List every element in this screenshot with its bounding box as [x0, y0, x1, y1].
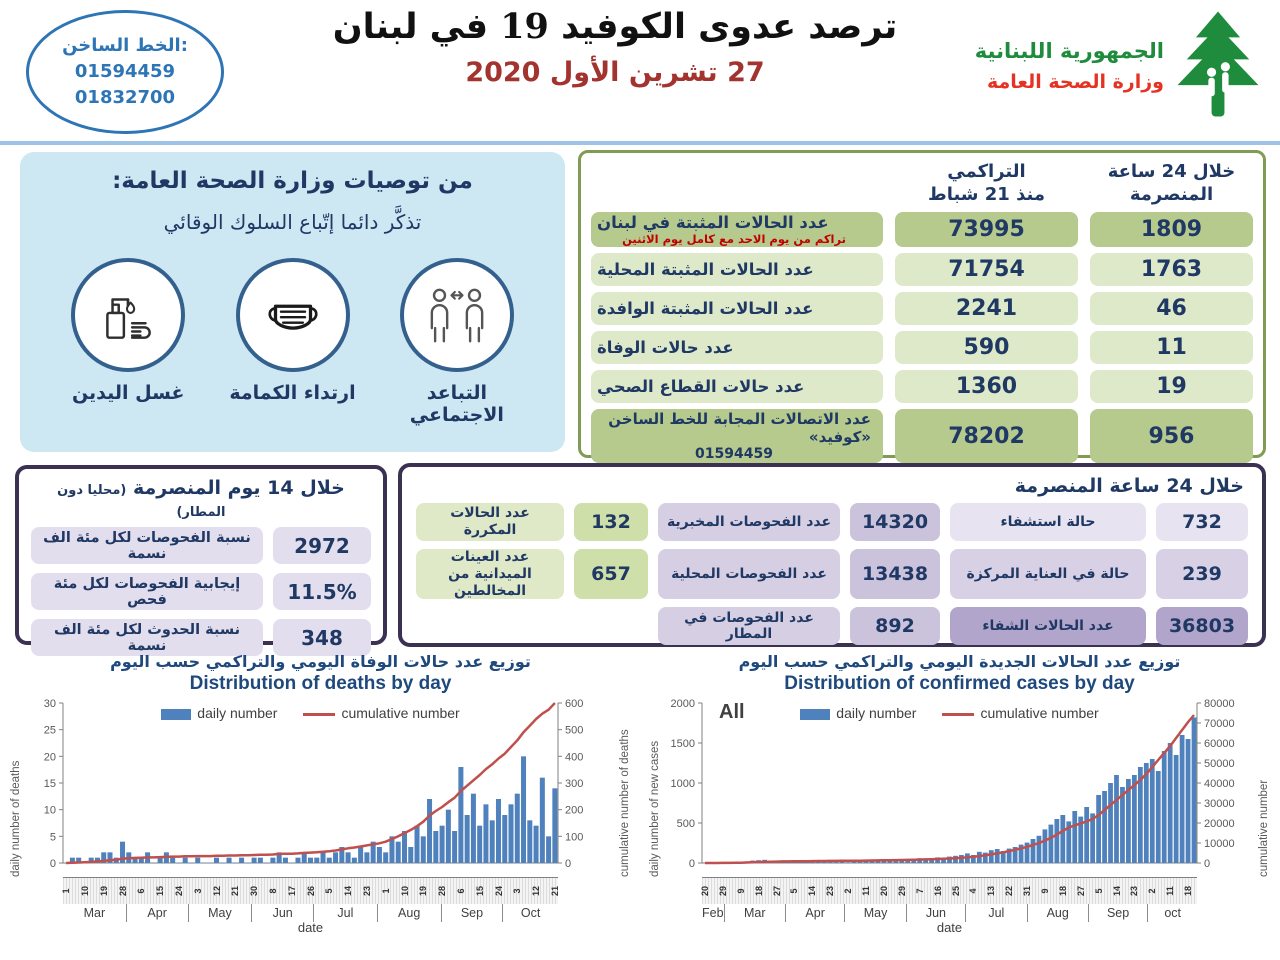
svg-text:10: 10	[43, 804, 56, 817]
svg-text:0: 0	[688, 858, 695, 870]
month-label: May	[188, 904, 252, 922]
svg-text:10000: 10000	[1204, 838, 1235, 850]
hotline-number-2: 01832700	[74, 87, 176, 109]
svg-text:400: 400	[565, 751, 584, 764]
stat-value: 2972	[273, 527, 371, 564]
svg-text:600: 600	[565, 698, 584, 710]
stat-value-cumulative: 1360	[895, 370, 1078, 403]
spacer	[591, 157, 883, 206]
stat-label: عدد الاتصالات المجابة للخط الساخن «كوفيد» 01594459	[591, 409, 883, 463]
stat-value-cumulative: 590	[895, 331, 1078, 364]
month-label: Apr	[126, 904, 188, 922]
stat-value-last24: 956	[1090, 409, 1253, 463]
stat-label: نسبة الفحوصات لكل مئة الف نسمة	[31, 527, 263, 564]
month-label: Aug	[377, 904, 441, 922]
confirmed-cases-table	[578, 150, 1266, 462]
stat-value: 657	[574, 549, 648, 599]
page-title: ترصد عدوى الكوفيد 19 في لبنان	[332, 6, 898, 47]
month-label: Jul	[313, 904, 377, 922]
month-label: Jun	[251, 904, 313, 922]
cumulative-legend-swatch	[942, 713, 974, 716]
stat-label: عدد العينات الميدانية من المخالطين	[416, 549, 564, 599]
left-axis-title: daily number of deaths	[10, 760, 22, 877]
stat-label: عدد الفحوصات في المطار	[658, 607, 840, 645]
x-axis-day-ticks: 20 29 9 18 27 5 14 23 2 11 20 29 7 16 25 4 13 22 31 9 18 27 5 14 23 2 11 18	[702, 877, 1197, 904]
right-axis-title: cumulative number of deaths	[619, 729, 631, 877]
x-axis-day-ticks: 1 10 19 28 6 15 24 3 12 21 30 8 17 26 5 14 23 1 10 19 28 6 15 24 3 12 21	[63, 877, 558, 904]
confirmed-cases-chart	[647, 652, 1272, 935]
recommendations-icons-row	[20, 258, 565, 426]
moph-cedar-logo-icon	[1172, 8, 1264, 124]
svg-text:30: 30	[43, 698, 56, 710]
fortnight-title: خلال 14 يوم المنصرمة (محليا دون المطار)	[57, 477, 345, 520]
ministry-logo	[975, 8, 1264, 124]
ministry-name-line2: وزارة الصحة العامة	[986, 70, 1164, 93]
svg-text:1500: 1500	[670, 738, 695, 750]
month-label: Mar	[724, 904, 785, 922]
stat-value: 348	[273, 619, 371, 656]
col-header-cumulative: التراكمي منذ 21 شباط	[928, 161, 1045, 205]
stat-value-last24: 46	[1090, 292, 1253, 325]
stat-label: حالة في العناية المركزة	[950, 549, 1146, 599]
stat-value-cumulative: 71754	[895, 253, 1078, 286]
recommendations-panel	[20, 152, 565, 452]
month-label: Oct	[502, 904, 558, 922]
hotline-label: الخط الساخن:	[62, 34, 188, 56]
stat-value-last24: 1763	[1090, 253, 1253, 286]
month-label: Sep	[441, 904, 503, 922]
stat-label: عدد حالات الوفاة	[591, 331, 883, 364]
svg-text:30000: 30000	[1204, 798, 1235, 810]
stat-label: عدد الحالات المثبتة الوافدة	[591, 292, 883, 325]
deaths-chart	[8, 652, 633, 935]
recommendation-social-distancing	[382, 258, 532, 426]
stat-value: 892	[850, 607, 940, 645]
ministry-name-line1: الجمهورية اللبنانية	[974, 39, 1164, 63]
svg-text:60000: 60000	[1204, 738, 1235, 750]
month-label: Apr	[785, 904, 844, 922]
cases-chart-title-ar: توزيع عدد الحالات الجديدة اليومي والتراكمي حسب اليوم	[738, 652, 1181, 671]
stat-value-last24: 1809	[1090, 212, 1253, 247]
stat-value-last24: 11	[1090, 331, 1253, 364]
svg-text:80000: 80000	[1204, 698, 1235, 710]
recommendation-label: غسل اليدين	[71, 382, 185, 404]
hotline-badge	[26, 10, 224, 134]
stat-value-last24: 19	[1090, 370, 1253, 403]
last24h-panel	[398, 463, 1266, 647]
stat-value: 13438	[850, 549, 940, 599]
stat-value: 732	[1156, 503, 1248, 541]
svg-text:15: 15	[43, 778, 56, 790]
face-mask-icon	[236, 258, 350, 372]
hand-washing-icon	[71, 258, 185, 372]
deaths-chart-plot	[8, 697, 633, 877]
stat-value: 132	[574, 503, 648, 541]
stat-label: حالة استشفاء	[950, 503, 1146, 541]
x-axis-title: date	[297, 920, 324, 935]
recommendations-title: من توصيات وزارة الصحة العامة:	[112, 168, 473, 194]
right-axis-title: cumulative number	[1258, 779, 1270, 877]
svg-text:0: 0	[49, 858, 56, 870]
svg-text:200: 200	[565, 804, 584, 817]
stat-value: 14320	[850, 503, 940, 541]
stat-value-cumulative: 73995	[895, 212, 1078, 247]
stat-value: 239	[1156, 549, 1248, 599]
month-label: Aug	[1027, 904, 1088, 922]
stat-value-cumulative: 78202	[895, 409, 1078, 463]
cases-chart-title-en: Distribution of confirmed cases by day	[784, 673, 1135, 694]
stat-value: 36803	[1156, 607, 1248, 645]
svg-text:50000: 50000	[1204, 758, 1235, 770]
stat-label: إيجابية الفحوصات لكل مئة فحص	[31, 573, 263, 610]
month-label: Jul	[965, 904, 1026, 922]
stat-label: نسبة الحدوث لكل مئة الف نسمة	[31, 619, 263, 656]
hotline-number-1: 01594459	[74, 60, 176, 82]
svg-text:1000: 1000	[670, 778, 695, 790]
month-label: Jun	[906, 904, 965, 922]
series-filter-label: All	[719, 701, 745, 723]
recommendation-hand-washing	[53, 258, 203, 426]
recommendations-subtitle: تذكَّر دائما إتّباع السلوك الوقائي	[163, 210, 422, 234]
x-axis-title: date	[936, 920, 963, 935]
svg-text:0: 0	[565, 858, 572, 870]
last24h-title: خلال 24 ساعة المنصرمة	[1014, 475, 1244, 497]
stat-value: 11.5%	[273, 573, 371, 610]
recommendation-label: التباعد الاجتماعي	[409, 382, 504, 426]
svg-text:5: 5	[49, 831, 56, 844]
daily-legend-swatch	[800, 709, 830, 720]
deaths-chart-title-ar: توزيع عدد حالات الوفاة اليومي والتراكمي حسب اليوم	[110, 652, 531, 671]
svg-text:40000: 40000	[1204, 778, 1235, 790]
svg-text:25: 25	[43, 724, 56, 737]
month-label: oct	[1147, 904, 1197, 922]
recommendation-label: ارتداء الكمامة	[229, 382, 356, 404]
svg-text:300: 300	[565, 778, 584, 790]
spacer	[416, 607, 564, 645]
social-distancing-icon	[400, 258, 514, 372]
stat-label: عدد الحالات المثبتة المحلية	[591, 253, 883, 286]
recommendation-face-mask	[218, 258, 368, 426]
stat-label: عدد الحالات المثبتة في لبنان تراكم من يوم الاحد مع كامل يوم الاثنين	[591, 212, 883, 247]
chart-legend: daily number cumulative number	[63, 705, 558, 721]
deaths-chart-title-en: Distribution of deaths by day	[189, 673, 452, 694]
svg-text:500: 500	[565, 724, 584, 737]
svg-text:0: 0	[1204, 858, 1211, 870]
stat-label: عدد الحالات المكررة	[416, 503, 564, 541]
spacer	[574, 607, 648, 645]
stat-label: عدد الحالات الشفاء	[950, 607, 1146, 645]
svg-text:100: 100	[565, 831, 584, 844]
left-axis-title: daily number of new cases	[649, 740, 661, 877]
svg-text:2000: 2000	[670, 698, 695, 710]
svg-text:20000: 20000	[1204, 818, 1235, 830]
report-header	[290, 6, 940, 88]
month-label: Sep	[1088, 904, 1147, 922]
svg-text:500: 500	[676, 818, 695, 830]
stat-label: عدد الفحوصات المخبرية	[658, 503, 840, 541]
header-divider	[0, 141, 1280, 145]
month-label: Mar	[83, 906, 106, 920]
cumulative-legend-swatch	[303, 713, 335, 716]
report-date: 27 تشرين الأول 2020	[465, 57, 765, 88]
ministry-name	[975, 36, 1164, 96]
daily-legend-swatch	[161, 709, 191, 720]
stat-label: عدد حالات القطاع الصحي	[591, 370, 883, 403]
chart-legend: daily number cumulative number	[702, 705, 1197, 721]
col-header-last24: خلال 24 ساعة المنصرمة	[1107, 161, 1236, 205]
stat-value-cumulative: 2241	[895, 292, 1078, 325]
svg-text:70000: 70000	[1204, 718, 1235, 730]
cases-chart-plot	[647, 697, 1272, 877]
stat-label: عدد الفحوصات المحلية	[658, 549, 840, 599]
fortnight-panel	[15, 465, 387, 654]
month-label: May	[844, 904, 905, 922]
svg-text:20: 20	[43, 751, 56, 764]
month-label: Feb	[702, 906, 724, 920]
